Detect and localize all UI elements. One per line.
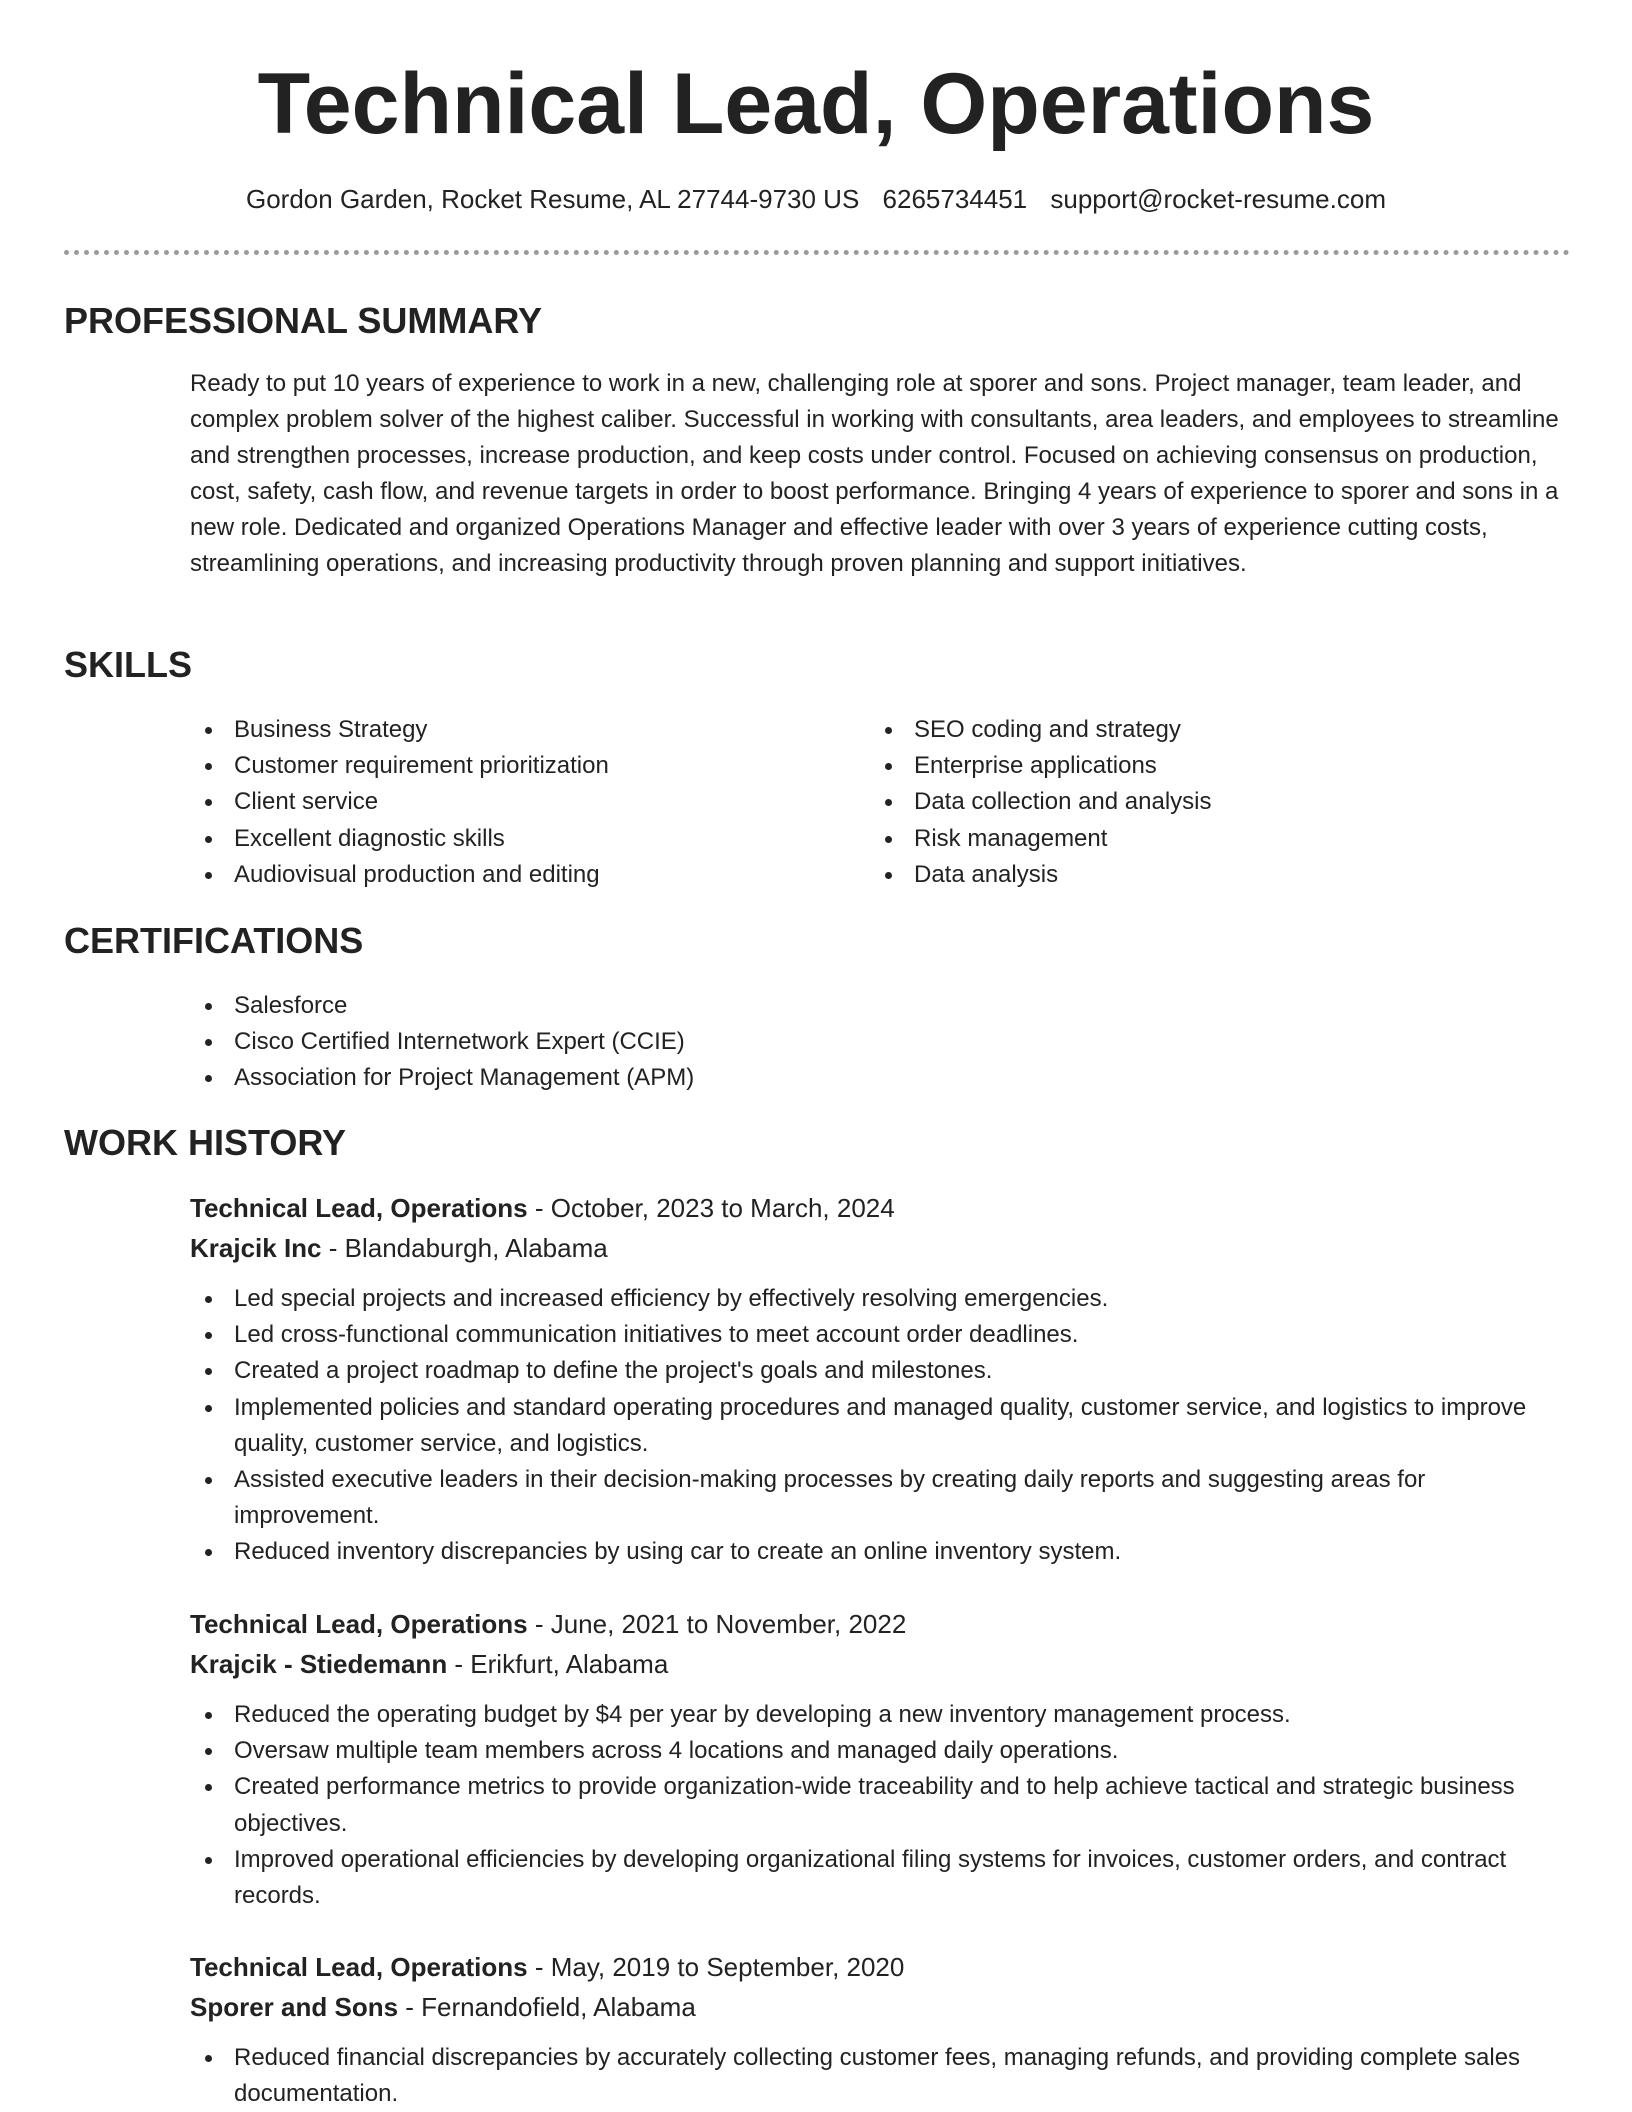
summary-text: Ready to put 10 years of experience to work in a new, challenging role at sporer and sons. Project manager, team leader, and complex problem solver of the highest caliber. Successful in working with consultants, area leaders, and employees to streamline and strengthen processes, increase production, and keep costs under control. Focused on achieving consensus on production, cost, safety, cash flow, and revenue targets in order to boost performance. Bringing 4 years of experience to sporer and sons in a new role. Dedicated and organized Operations Manager and effective leader with over 3 years of experience cutting costs, streamlining operations, and increasing productivity through proven planning and support initiatives. — [190, 370, 1559, 577]
job-duty: Oversaw multiple team members across 4 locations and managed daily operations. — [190, 1733, 1570, 1769]
job-duty: Created performance metrics to provide organization-wide traceability and to help achieve tactical and strategic business objectives. — [190, 1769, 1570, 1841]
skill-item: Business Strategy — [190, 712, 830, 748]
job-duty: Assisted executive leaders in their decision-making processes by creating daily reports and suggesting areas for improvement. — [190, 1462, 1570, 1534]
job-company-line — [190, 1644, 1570, 1684]
job-title-line — [190, 1188, 1570, 1228]
job-location: - Blandaburgh, Alabama — [321, 1233, 608, 1263]
job-dates: - October, 2023 to March, 2024 — [527, 1193, 895, 1223]
job-duty: Created a project roadmap to define the project's goals and milestones. — [190, 1353, 1570, 1389]
skills-list-right — [870, 712, 1510, 893]
job-duties-list — [190, 1281, 1570, 1571]
job-entry-1 — [190, 1188, 1570, 1571]
skill-item: Customer requirement prioritization — [190, 748, 830, 784]
job-location: - Fernandofield, Alabama — [398, 1992, 696, 2022]
job-company: Sporer and Sons — [190, 1992, 399, 2022]
certifications-heading: CERTIFICATIONS — [64, 920, 364, 961]
job-dates: - June, 2021 to November, 2022 — [527, 1609, 907, 1639]
skill-item: Audiovisual production and editing — [190, 857, 830, 893]
job-dates: - May, 2019 to September, 2020 — [527, 1952, 905, 1982]
header-divider — [64, 250, 1570, 255]
skills-heading: SKILLS — [64, 644, 193, 685]
job-company: Krajcik - Stiedemann — [190, 1649, 448, 1679]
job-duty: Reduced the operating budget by $4 per year by developing a new inventory management process. — [190, 1697, 1570, 1733]
job-title-line — [190, 1947, 1570, 1987]
skills-list-left — [190, 712, 830, 893]
certification-item: Cisco Certified Internetwork Expert (CCIE) — [190, 1024, 1390, 1060]
job-location: - Erikfurt, Alabama — [447, 1649, 669, 1679]
job-company: Krajcik Inc — [190, 1233, 322, 1263]
job-entry-3 — [190, 1947, 1570, 2112]
job-duty: Improved operational efficiencies by developing organizational filing systems for invoices, customer orders, and contract records. — [190, 1842, 1570, 1914]
resume-title: Technical Lead, Operations — [257, 56, 1375, 152]
job-title: Technical Lead, Operations — [190, 1609, 528, 1639]
job-company-line — [190, 1228, 1570, 1268]
summary-heading: PROFESSIONAL SUMMARY — [64, 300, 543, 341]
job-company-line — [190, 1987, 1570, 2027]
skill-item: Risk management — [870, 821, 1510, 857]
contact-email: support@rocket-resume.com — [1050, 184, 1386, 214]
job-title-line — [190, 1604, 1570, 1644]
job-duties-list — [190, 1697, 1570, 1914]
job-title: Technical Lead, Operations — [190, 1952, 528, 1982]
skill-item: Client service — [190, 784, 830, 820]
job-duty: Led cross-functional communication initiatives to meet account order deadlines. — [190, 1317, 1570, 1353]
certifications-list — [190, 988, 1390, 1097]
job-duty: Reduced financial discrepancies by accurately collecting customer fees, managing refunds, and providing complete sales documentation. — [190, 2040, 1570, 2112]
contact-phone: 6265734451 — [882, 184, 1028, 214]
contact-line — [0, 182, 1632, 216]
job-duty: Implemented policies and standard operating procedures and managed quality, customer service, and logistics to improve quality, customer service, and logistics. — [190, 1390, 1570, 1462]
job-duty: Led special projects and increased efficiency by effectively resolving emergencies. — [190, 1281, 1570, 1317]
skill-item: Data collection and analysis — [870, 784, 1510, 820]
job-entry-2 — [190, 1604, 1570, 1914]
skill-item: Excellent diagnostic skills — [190, 821, 830, 857]
certification-item: Association for Project Management (APM) — [190, 1060, 1390, 1096]
job-duties-list — [190, 2040, 1570, 2112]
skill-item: Data analysis — [870, 857, 1510, 893]
certification-item: Salesforce — [190, 988, 1390, 1024]
work-history-heading: WORK HISTORY — [64, 1122, 347, 1163]
contact-address: Gordon Garden, Rocket Resume, AL 27744-9730 US — [246, 184, 860, 214]
job-title: Technical Lead, Operations — [190, 1193, 528, 1223]
skill-item: SEO coding and strategy — [870, 712, 1510, 748]
skill-item: Enterprise applications — [870, 748, 1510, 784]
job-duty: Reduced inventory discrepancies by using car to create an online inventory system. — [190, 1534, 1570, 1570]
